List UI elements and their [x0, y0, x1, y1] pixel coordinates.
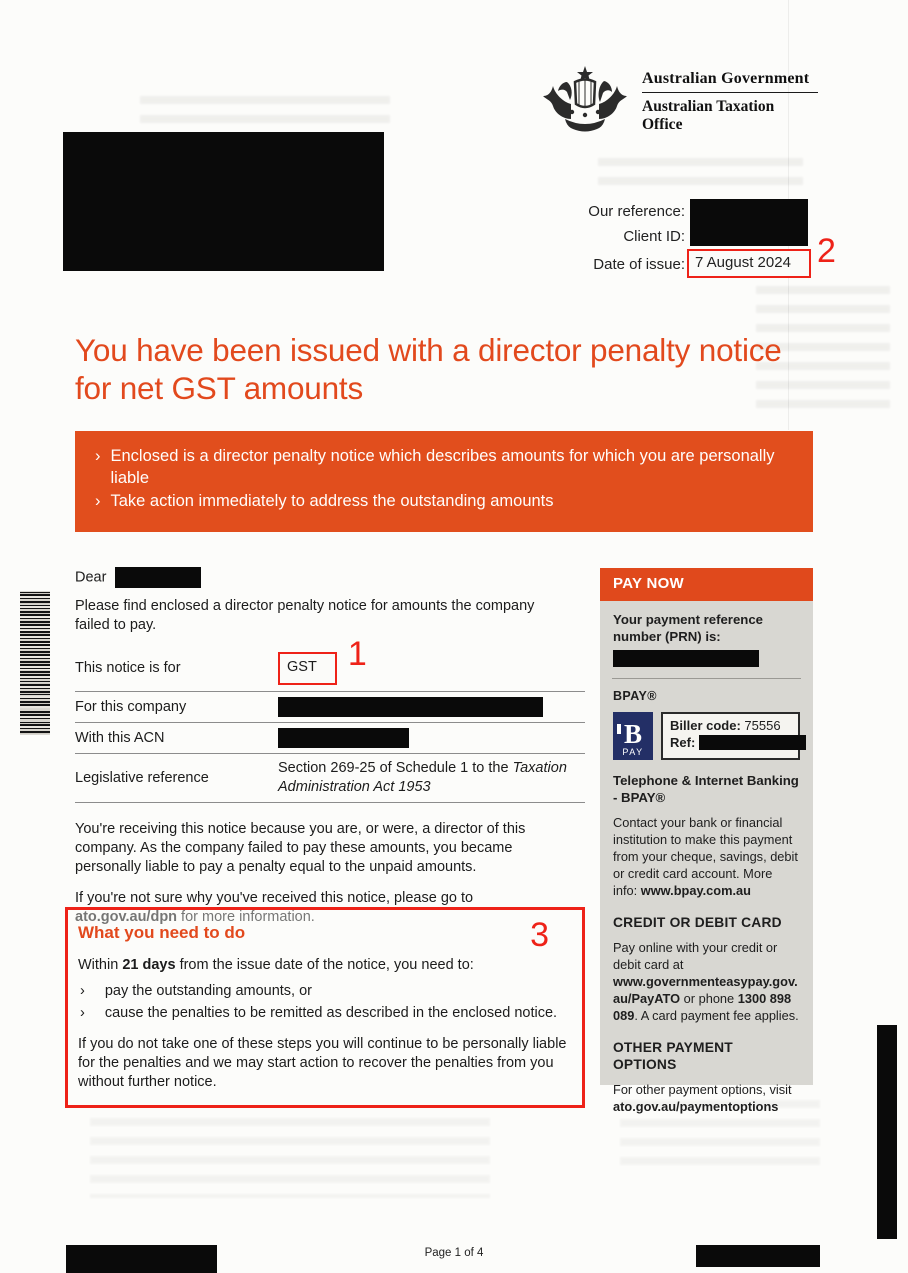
detail-label: With this ACN: [75, 729, 165, 746]
deadline-text: 21 days: [122, 957, 176, 973]
bpay-logo-icon: [613, 712, 653, 760]
bpay-logo-b: B: [623, 719, 642, 749]
list-item-text: cause the penalties to be remitted as described in the enclosed notice.: [104, 1005, 558, 1021]
list-item-text: pay the outstanding amounts, or: [104, 983, 313, 999]
legislative-reference-act: Taxation Administration Act 1953: [278, 760, 567, 795]
notice-type-value: GST: [287, 659, 317, 675]
table-row: [75, 635, 585, 692]
banner-bullet-text: Enclosed is a director penalty notice which describes amounts for which you are personally liable: [110, 447, 775, 487]
action-outro: If you do not take one of these steps you will continue to be personally liable for the penalties and we may start action to recover the penalties from you without further notice.: [78, 1036, 567, 1090]
table-row: [75, 692, 585, 723]
notice-type-value-annotated: [278, 652, 337, 685]
bleed-through-artifact: [598, 158, 803, 196]
body-paragraph: You're receiving this notice because you are, or were, a director of this company. As the company failed to pay these amounts, you became personally liable to pay a penalty equal to the unpaid amounts.: [75, 821, 526, 875]
paragraph-text: Pay online with your credit or debit card at: [613, 940, 778, 972]
phone-number-text: 1300 898 089: [613, 991, 792, 1023]
letterhead-divider: [642, 92, 818, 93]
paragraph-text: Contact your bank or financial institution to make this payment from your cheque, savings, debit or credit card account. More info:: [613, 815, 798, 898]
bpay-label: BPAY®: [613, 689, 657, 703]
redacted-acn: [278, 728, 409, 748]
ref-line: [670, 734, 792, 751]
action-intro: [78, 956, 572, 975]
list-item: [78, 982, 572, 1001]
bullet-marker: ›: [80, 1005, 85, 1021]
paragraph-text: or phone: [680, 991, 738, 1006]
paragraph-text: For other payment options, visit: [613, 1082, 792, 1097]
detail-label: Legislative reference: [75, 769, 209, 786]
page-number: Page 1 of 4: [424, 1247, 484, 1259]
sidebar-divider: [612, 678, 801, 679]
intro-paragraph: Please find enclosed a director penalty notice for amounts the company failed to pay.: [75, 598, 535, 633]
telephone-banking-heading: Telephone & Internet Banking - BPAY®: [613, 773, 799, 805]
annotation-number-1: 1: [347, 635, 367, 673]
banner-bullet-text: Take action immediately to address the outstanding amounts: [110, 492, 554, 510]
pay-now-panel: [600, 568, 813, 1114]
redacted-margin-bar: [877, 1025, 897, 1239]
paragraph-text: Within: [78, 957, 123, 973]
agency-title: Australian Taxation Office: [642, 98, 775, 133]
ref-label: Ref:: [670, 735, 696, 750]
action-bullet-list: [78, 982, 572, 1023]
pay-now-body: [600, 601, 813, 1115]
easypay-url-text: www.governmenteasypay.gov.au/PayATO: [613, 974, 798, 1006]
redacted-reference-values: [690, 199, 808, 246]
dpn-url-text: ato.gov.au/dpn: [75, 909, 178, 925]
redacted-recipient-name: [115, 567, 201, 588]
bullet-marker: ›: [95, 447, 101, 465]
coat-of-arms-icon: [541, 64, 629, 140]
reference-block: [520, 199, 685, 277]
detail-value: [278, 697, 585, 717]
bpay-logo-pay: PAY: [622, 747, 644, 757]
table-row: [75, 754, 585, 803]
bullet-marker: ›: [80, 983, 85, 999]
date-of-issue-value-annotated: [687, 249, 811, 278]
pay-now-header: PAY NOW: [600, 568, 813, 601]
detail-value: [278, 759, 578, 797]
detail-label: This notice is for: [75, 660, 181, 676]
banner-bullet: [95, 490, 795, 512]
annotation-number-2: 2: [817, 232, 836, 270]
other-payment-heading: OTHER PAYMENT OPTIONS: [613, 1040, 733, 1072]
legislative-reference-text: Section 269-25 of Schedule 1 to the: [278, 760, 513, 776]
date-of-issue-value: 7 August 2024: [695, 254, 791, 271]
bpay-url-text: www.bpay.com.au: [640, 883, 751, 898]
bleed-through-artifact: [90, 1118, 490, 1198]
alert-banner: [75, 431, 813, 532]
bullet-marker: ›: [95, 492, 101, 510]
payment-options-url-text: ato.gov.au/paymentoptions: [613, 1099, 779, 1114]
notice-details-table: [75, 635, 585, 803]
government-title: Australian Government: [642, 70, 810, 87]
redacted-bpay-ref: [699, 735, 806, 750]
salutation-row: [75, 567, 587, 588]
bleed-through-artifact: [140, 96, 390, 126]
paragraph-text: for more information.: [177, 909, 315, 925]
biller-code-line: [670, 717, 792, 734]
bpay-row: [613, 712, 800, 760]
letter-body: [75, 567, 587, 927]
prn-label: Your payment reference number (PRN) is:: [613, 612, 764, 644]
card-description: [613, 939, 800, 1024]
section-heading: What you need to do: [78, 923, 246, 942]
detail-label: For this company: [75, 698, 187, 715]
biller-code-value: 75556: [740, 718, 781, 733]
date-of-issue-label: Date of issue:: [593, 256, 685, 273]
redacted-prn: [613, 650, 759, 667]
credit-card-heading: CREDIT OR DEBIT CARD: [613, 915, 782, 930]
our-reference-label: Our reference:: [588, 203, 685, 220]
redacted-recipient-address: [63, 132, 384, 271]
bpay-description: [613, 814, 800, 899]
client-id-label: Client ID:: [623, 228, 685, 245]
redacted-footer-right: [696, 1245, 820, 1267]
detail-value: [278, 635, 585, 685]
redacted-company-name: [278, 697, 543, 717]
detail-value: [278, 728, 585, 748]
salutation-label: Dear: [75, 569, 107, 586]
paragraph-text: If you're not sure why you've received this notice, please go to: [75, 890, 474, 906]
biller-code-box: [661, 712, 800, 760]
paragraph-text: from the issue date of the notice, you need to:: [175, 957, 474, 973]
what-you-need-to-do-section: [65, 907, 585, 1108]
annotation-number-3: 3: [530, 916, 549, 954]
biller-code-label: Biller code:: [670, 718, 741, 733]
barcode: [20, 591, 50, 735]
government-letterhead: [541, 64, 818, 140]
list-item: [78, 1004, 572, 1023]
paragraph-text: . A card payment fee applies.: [634, 1008, 799, 1023]
page-title: You have been issued with a director penalty notice for net GST amounts: [75, 332, 782, 406]
table-row: [75, 723, 585, 754]
other-payment-description: [613, 1081, 800, 1115]
banner-bullet: [95, 445, 795, 489]
